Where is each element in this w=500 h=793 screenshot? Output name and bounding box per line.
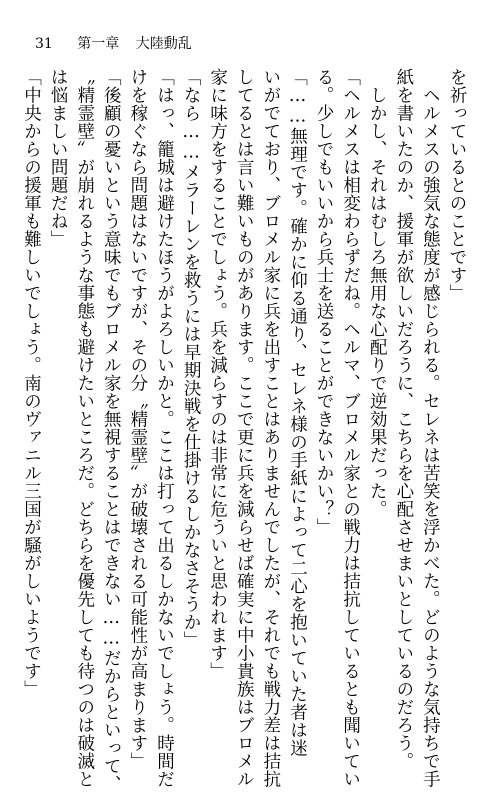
text-line: 家に味方をすることでしょう。兵を減らすのは非常に危ういと思われます」 — [207, 68, 228, 680]
vertical-text-body — [21, 68, 470, 793]
chapter-title: 大陸動乱 — [135, 36, 192, 52]
text-line: してるとは言い難いものがあります。ここで更に兵を減らせば確実に中小貴族はブロメル — [234, 68, 255, 788]
text-line: 「ヘルメスは相変わらずだね。ヘルマ、ブロメル家との戦力は拮抗しているとも聞いてい — [340, 68, 361, 788]
text-line: は悩ましい問題だね」 — [48, 68, 69, 248]
text-line: を祈っているとのことです」 — [447, 68, 467, 302]
text-line: ヘルメスの強気な態度が感じられる。セレネは苦笑を浮かべた。どのような気持ちで手 — [420, 68, 441, 788]
text-line: いがでており、ブロメル家に兵を出すことはありませんでしたが、それでも戦力差は拮抗 — [260, 68, 281, 788]
running-header — [35, 34, 465, 54]
text-line: 「なら……メラーレンを救うには早期決戦を仕掛けるしかなさそうか」 — [181, 68, 202, 649]
text-line: 「はっ、籠城は避けたほうがよろしいかと。ここは打って出るしかないでしょう。時間だ — [154, 68, 175, 788]
text-line: る。少しでもいいから兵士を送ることができないかい？」 — [314, 68, 335, 536]
page-number: 31 — [35, 36, 53, 52]
text-line: 紙を書いたのか、援軍が欲しいだろうに、こちらを心配させまいとしているのだろう。 — [393, 68, 414, 770]
text-line: 「中央からの援軍も難しいでしょう。南のヴァニル三国が騒がしいようです」 — [21, 68, 42, 698]
chapter-label: 第一章 — [77, 36, 120, 52]
text-line: しかし、それはむしろ無用な心配りで逆効果だった。 — [367, 68, 388, 518]
text-line: けを稼ぐなら問題はないですが、その分〝精霊壁〟が破壊される可能性が高まります」 — [127, 68, 148, 770]
text-line: 〝精霊壁〟が崩れるような事態も避けたいところだ。どちらを優先しても待つのは破滅と — [74, 68, 95, 788]
text-line: 「後顧の憂いという意味でもブロメル家を無視することはできない……だからといって、 — [101, 68, 122, 793]
text-line: 「……無理です。確かに仰る通り、セレネ様の手紙によって二心を抱いていた者は迷 — [287, 68, 308, 757]
